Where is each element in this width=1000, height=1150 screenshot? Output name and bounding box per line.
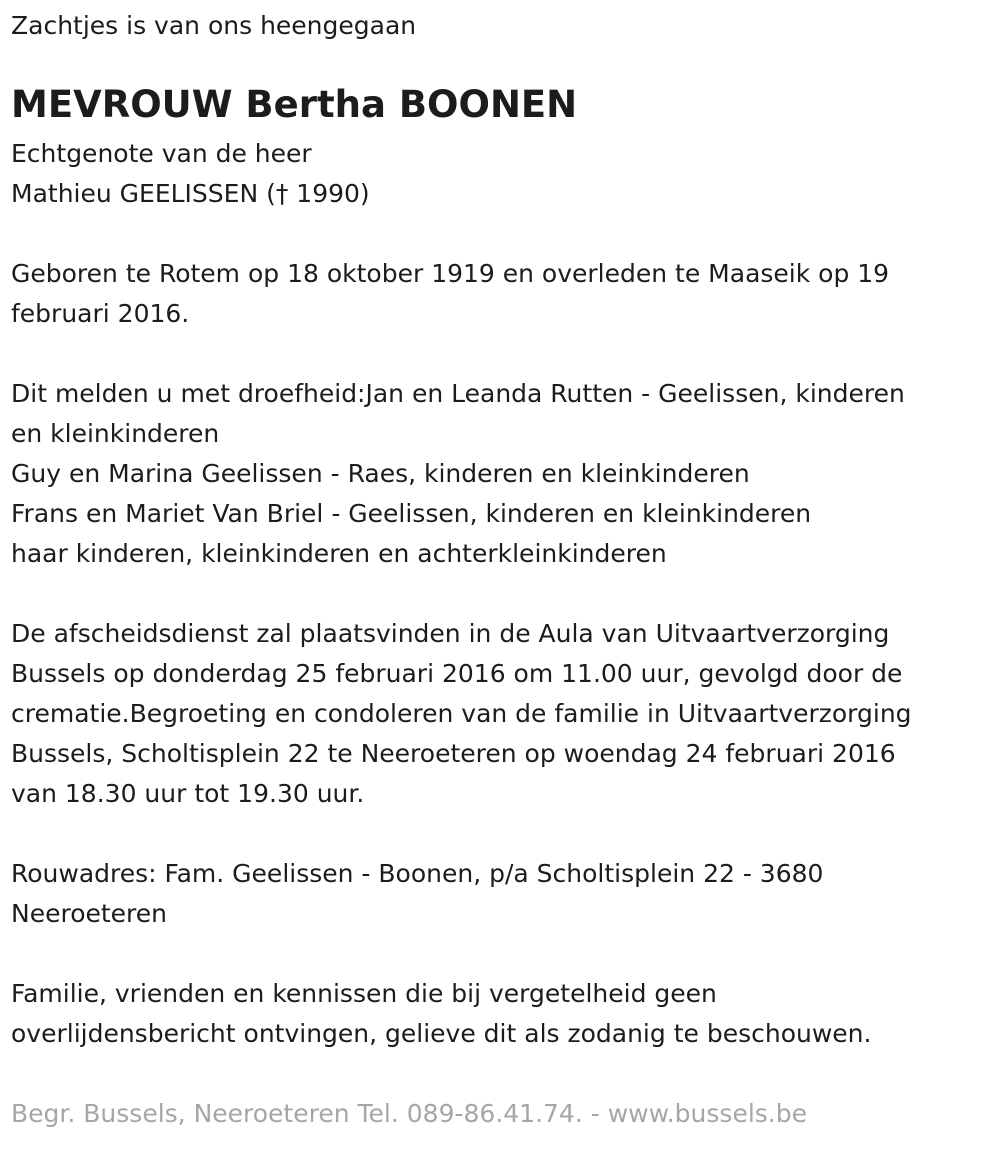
intro-text: Zachtjes is van ons heengegaan [11, 11, 417, 40]
spouse-line-1: Echtgenote van de heer [11, 139, 312, 168]
family-line: en kleinkinderen [11, 419, 220, 448]
notice-line: Familie, vrienden en kennissen die bij vergetelheid geen [11, 979, 717, 1008]
spouse-line-2 [11, 174, 370, 214]
service-section [11, 614, 912, 814]
family-section [11, 374, 905, 574]
family-line: Guy en Marina Geelissen - Raes, kinderen en kleinkinderen [11, 459, 750, 488]
spouse-death-year: 1990) [288, 179, 370, 208]
cross-icon: † [275, 179, 289, 208]
birth-line-2: februari 2016. [11, 299, 190, 328]
family-line: Dit melden u met droefheid:Jan en Leanda Rutten - Geelissen, kinderen [11, 379, 905, 408]
service-line: Bussels, Scholtisplein 22 te Neeroeteren op woendag 24 februari 2016 [11, 739, 896, 768]
address-line: Rouwadres: Fam. Geelissen - Boonen, p/a Scholtisplein 22 - 3680 [11, 859, 824, 888]
deceased-name: MEVROUW Bertha BOONEN [11, 83, 578, 126]
service-line: crematie.Begroeting en condoleren van de familie in Uitvaartverzorging [11, 699, 912, 728]
mourning-address-section [11, 854, 823, 934]
funeral-home-footer: Begr. Bussels, Neeroeteren Tel. 089-86.41.74. - www.bussels.be [11, 1099, 807, 1128]
service-line: Bussels op donderdag 25 februari 2016 om 11.00 uur, gevolgd door de [11, 659, 903, 688]
notice-line: overlijdensbericht ontvingen, gelieve dit als zodanig te beschouwen. [11, 1019, 872, 1048]
birth-line-1: Geboren te Rotem op 18 oktober 1919 en overleden te Maaseik op 19 [11, 259, 890, 288]
service-line: van 18.30 uur tot 19.30 uur. [11, 779, 365, 808]
service-line: De afscheidsdienst zal plaatsvinden in de Aula van Uitvaartverzorging [11, 619, 890, 648]
spouse-section [11, 134, 370, 214]
notice-section [11, 974, 871, 1054]
family-line: Frans en Mariet Van Briel - Geelissen, kinderen en kleinkinderen [11, 499, 812, 528]
family-line: haar kinderen, kleinkinderen en achterkleinkinderen [11, 539, 667, 568]
address-line: Neeroeteren [11, 899, 168, 928]
spouse-name: Mathieu GEELISSEN ( [11, 179, 276, 208]
birth-death-section [11, 254, 889, 334]
